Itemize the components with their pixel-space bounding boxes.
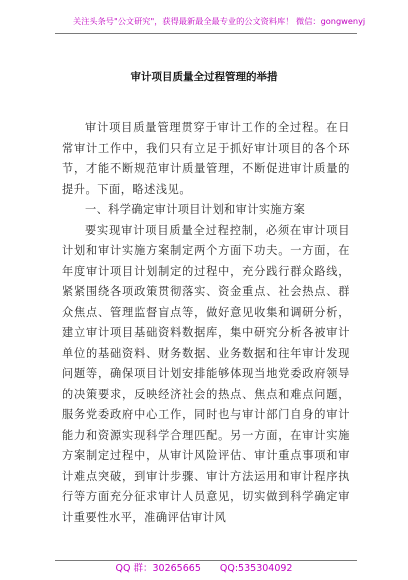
footer-qq-group: QQ 群：30265665 bbox=[115, 563, 201, 574]
section-heading: 一、科学确定审计项目计划和审计实施方案 bbox=[85, 203, 306, 216]
intro-paragraph: 审计项目质量管理贯穿于审计工作的全过程。在日常审计工作中，我们只有立足于抓好审计项目的各个环节，才能不断规范审计质量管理，不断促进审计质量的提升。下面，略述浅见。 bbox=[62, 121, 350, 196]
page-header bbox=[0, 0, 408, 60]
page-footer bbox=[0, 560, 408, 580]
footer-divider bbox=[55, 560, 357, 561]
section-paragraph: 要实现审计项目质量全过程控制，必须在审计项目计划和审计实施方案制定两个方面下功夫。一方面，在年度审计项目计划制定的过程中，充分践行群众路线，紧紧围绕各项政策贯彻落实、资金重点、社会热点、群众焦点、管理监督盲点等，做好意见收集和调研分析，建立审计项目基础资料数据库，集中研究分析各被审计单位的基础资料、财务数据、业务数据和往年审计发现问题等，确保项目计划安排能够体现当地党委政府领导的决策要求，反映经济社会的热点、焦点和难点问题，服务党委政府中心工作，同时也与审计部门自身的审计能力和资源实现科学合理匹配。另一方面，在审计实施方案制定过程中，从审计风险评估、审计重点事项和审计难点突破，到审计步骤、审计方法运用和审计程序执行等方面充分征求审计人员意见，切实做到科学确定审计重要性水平，准确评估审计风 bbox=[62, 223, 350, 524]
document-body bbox=[62, 118, 350, 528]
document-title: 审计项目质量全过程管理的举措 bbox=[130, 71, 278, 83]
header-divider bbox=[55, 33, 357, 34]
footer-contact bbox=[0, 563, 408, 575]
footer-qq: QQ:535304092 bbox=[219, 563, 293, 574]
header-banner: 关注头条号"公文研究"，获得最新最全最专业的公文资料库！ 微信：gongwenyj bbox=[73, 16, 366, 26]
